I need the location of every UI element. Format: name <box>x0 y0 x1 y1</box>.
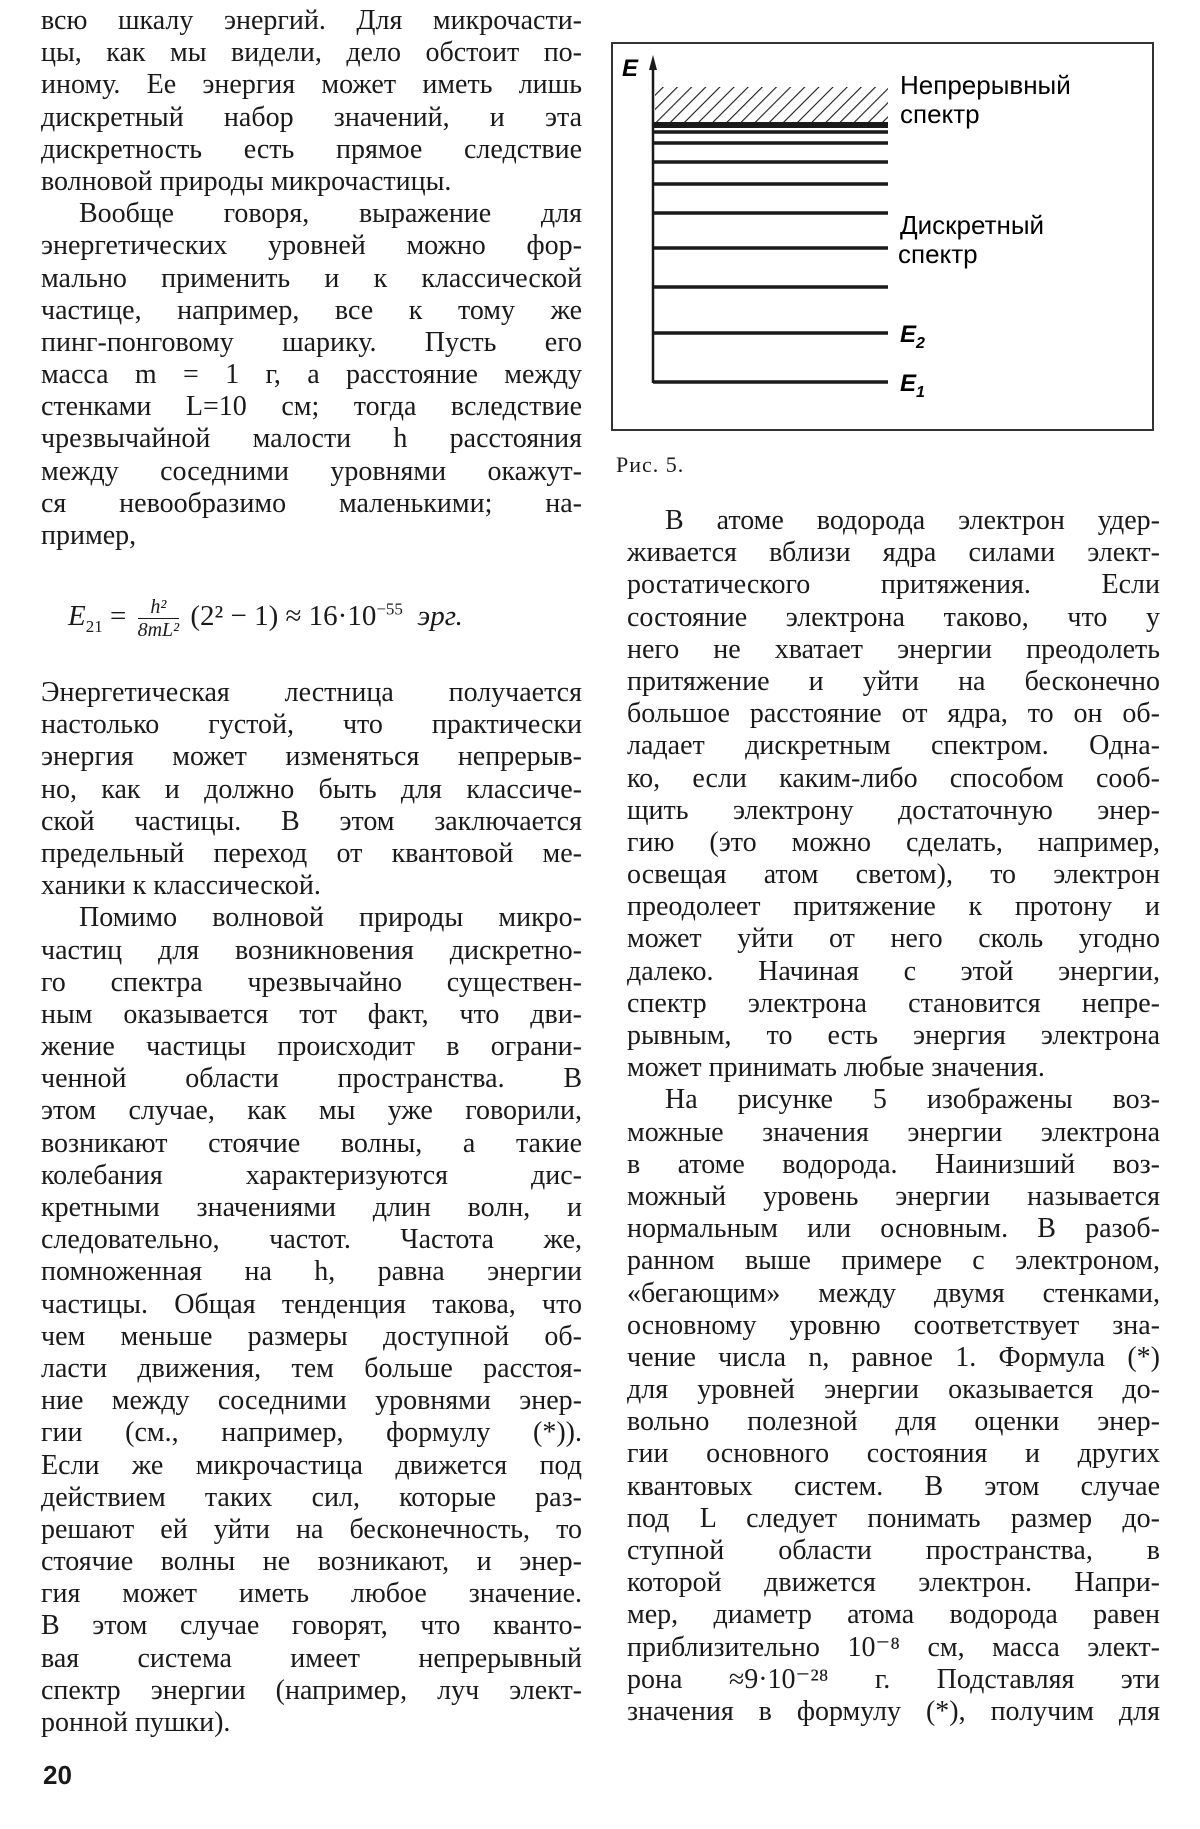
text-line: гии (см., например, формулу (*)). <box>41 1417 582 1449</box>
formula-e21 <box>68 596 463 641</box>
text-line: частице, например, все к тому же <box>41 294 582 326</box>
text-line: Если же микрочастица движется под <box>41 1449 582 1481</box>
text-line: состояние электрона таково, что у <box>627 601 1160 633</box>
label-e2: $E_2$ <box>900 321 925 352</box>
text-line: вольно полезной для оценки энер- <box>627 1406 1160 1438</box>
text-line: но, как и должно быть для классиче- <box>41 773 582 805</box>
text-line: возникают стоячие волны, а такие <box>41 1127 582 1159</box>
text-line: ласти движения, тем больше расстоя- <box>41 1352 582 1384</box>
text-line: щить электрону достаточную энер- <box>627 794 1160 826</box>
label-continuous-1: Непрерывный <box>900 70 1071 100</box>
text-line: ранном выше примере с электроном, <box>627 1245 1160 1277</box>
text-line: На рисунке 5 изображены воз- <box>665 1084 1160 1116</box>
text-line: спектр электрона становится непре- <box>627 987 1160 1019</box>
text-line: го спектра чрезвычайно существен- <box>41 966 582 998</box>
label-continuous-2: спектр <box>900 99 980 129</box>
text-line: В этом случае говорят, что кванто- <box>41 1610 582 1642</box>
text-line: между соседними уровнями окажут- <box>41 455 582 487</box>
text-line: дискретность есть прямое следствие <box>41 133 582 165</box>
energy-levels <box>653 125 888 382</box>
text-line: энергия может изменяться непрерыв- <box>41 741 582 773</box>
text-line: масса m = 1 г, а расстояние между <box>41 359 582 391</box>
text-line: Энергетическая лестница получается <box>41 677 582 708</box>
formula-exponent: −55 <box>376 599 403 619</box>
text-line: ступной области пространства, в <box>627 1535 1160 1566</box>
text-line: ронной пушки). <box>41 1707 231 1738</box>
text-line: большое расстояние от ядра, то он об- <box>627 698 1160 730</box>
label-discrete-1: Дискретный <box>900 210 1045 240</box>
text-line: предельный переход от квантовой ме- <box>41 837 582 869</box>
left-column-bottom <box>41 677 582 1739</box>
page-number: 20 <box>43 1760 72 1790</box>
text-line: ко, если каким-либо способом сооб- <box>627 762 1160 794</box>
text-line: ченной области пространства. В <box>41 1063 582 1095</box>
text-line: помноженная на h, равна энергии <box>41 1256 582 1288</box>
text-line: чение числа n, равное 1. Формула (*) <box>627 1341 1160 1373</box>
text-line: мально применить и к классической <box>41 262 582 294</box>
text-line: рона ≈9·10⁻²⁸ г. Подставляя эти <box>627 1663 1160 1695</box>
text-line: настолько густой, что практически <box>41 709 582 741</box>
formula-unit: эрг. <box>417 600 463 633</box>
text-line: этом случае, как мы уже говорили, <box>41 1095 582 1127</box>
text-line: ным оказывается тот факт, что дви- <box>41 998 582 1030</box>
text-line: далеко. Начиная с этой энергии, <box>627 955 1160 987</box>
text-line: Помимо волновой природы микро- <box>79 902 582 934</box>
text-line: ростатического притяжения. Если <box>627 569 1160 601</box>
text-line: следовательно, частот. Частота же, <box>41 1224 582 1256</box>
text-line: ние между соседними уровнями энер- <box>41 1385 582 1417</box>
text-line: пример, <box>41 520 137 551</box>
axis-arrow-icon <box>649 55 657 70</box>
text-line: ладает дискретным спектром. Одна- <box>627 730 1160 762</box>
text-line: спектр энергии (например, луч элект- <box>41 1674 582 1706</box>
text-line: стенками L=10 см; тогда вследствие <box>41 391 582 423</box>
text-line: приблизительно 10⁻⁸ см, масса элект- <box>627 1631 1160 1663</box>
text-line: гия может иметь любое значение. <box>41 1578 582 1610</box>
text-line: чем меньше размеры доступной об- <box>41 1320 582 1352</box>
text-line: живается вблизи ядра силами элект- <box>627 537 1160 569</box>
text-line: нормальным или основным. В разоб- <box>627 1213 1160 1245</box>
text-line: решают ей уйти на бесконечность, то <box>41 1513 582 1545</box>
text-line: можные значения энергии электрона <box>627 1116 1160 1148</box>
formula-eq: = <box>109 600 127 633</box>
text-line: квантовых систем. В этом случае <box>627 1470 1160 1502</box>
text-line: притяжение и уйти на бесконечно <box>627 665 1160 697</box>
formula-lhs: E <box>68 600 86 633</box>
text-line: ся невообразимо маленькими; на- <box>41 487 582 519</box>
text-line: кретными значениями длин волн, и <box>41 1192 582 1223</box>
text-line: пинг-понговому шарику. Пусть его <box>41 326 582 358</box>
text-line: В атоме водорода электрон удер- <box>665 505 1160 536</box>
text-line: освещая атом светом), то электрон <box>627 859 1160 891</box>
text-line: стоячие волны не возникают, и энер- <box>41 1546 582 1578</box>
text-line: него не хватает энергии преодолеть <box>627 633 1160 665</box>
text-line: ханики к классической. <box>41 870 321 902</box>
text-line: которой движется электрон. Напри- <box>627 1567 1160 1599</box>
text-line: в атоме водорода. Наинизший воз- <box>627 1148 1160 1180</box>
text-line: иному. Ее энергия может иметь лишь <box>41 69 582 101</box>
figure-caption: Рис. 5. <box>616 452 685 477</box>
formula-numerator: h² <box>138 596 180 619</box>
text-line: гию (это можно сделать, например, <box>627 826 1160 858</box>
formula-rest: (2² − 1) ≈ 16·10 <box>190 600 377 633</box>
text-line: рывным, то есть энергия электрона <box>627 1020 1160 1051</box>
text-line: частицы. Общая тенденция такова, что <box>41 1288 582 1320</box>
text-line: значения в формулу (*), получим для <box>627 1695 1160 1727</box>
text-line: всю шкалу энергий. Для микрочасти- <box>41 5 582 36</box>
text-line: вая система имеет непрерывный <box>41 1642 582 1674</box>
text-line: «бегающим» между двумя стенками, <box>627 1277 1160 1309</box>
formula-denominator: 8mL² <box>137 619 180 641</box>
formula-fraction <box>138 596 180 641</box>
text-line: мер, диаметр атома водорода равен <box>627 1599 1160 1631</box>
label-e1: $E_1$ <box>900 370 925 401</box>
right-column <box>627 505 1160 1728</box>
text-line: жение частицы происходит в ограни- <box>41 1031 582 1063</box>
text-line: колебания характеризуются дис- <box>41 1159 582 1191</box>
axis-label-e: E <box>622 55 639 82</box>
text-line: волновой природы микрочастицы. <box>41 165 452 197</box>
text-line: гии основного состояния и других <box>627 1438 1160 1470</box>
text-line: может уйти от него сколь угодно <box>627 923 1160 955</box>
text-line: цы, как мы видели, дело обстоит по- <box>41 37 582 69</box>
text-line: Вообще говоря, выражение для <box>79 198 582 230</box>
text-line: основному уровню соответствует зна- <box>627 1309 1160 1341</box>
text-line: может принимать любые значения. <box>627 1052 1045 1084</box>
text-line: энергетических уровней можно фор- <box>41 230 582 262</box>
text-line: дискретный набор значений, и эта <box>41 101 582 133</box>
text-line: чрезвычайной малости h расстояния <box>41 423 582 455</box>
formula-lhs-sub: 21 <box>85 616 103 636</box>
energy-levels-figure <box>0 0 1200 440</box>
text-line: частиц для возникновения дискретно- <box>41 934 582 966</box>
text-line: преодолеет притяжение к протону и <box>627 891 1160 923</box>
continuous-spectrum-hatch <box>655 87 888 123</box>
text-line: ской частицы. В этом заключается <box>41 805 582 837</box>
text-line: для уровней энергии оказывается до- <box>627 1374 1160 1406</box>
label-discrete-2: спектр <box>898 239 978 269</box>
text-line: можный уровень энергии называется <box>627 1180 1160 1212</box>
text-line: под L следует понимать размер до- <box>627 1502 1160 1534</box>
text-line: действием таких сил, которые раз- <box>41 1481 582 1513</box>
